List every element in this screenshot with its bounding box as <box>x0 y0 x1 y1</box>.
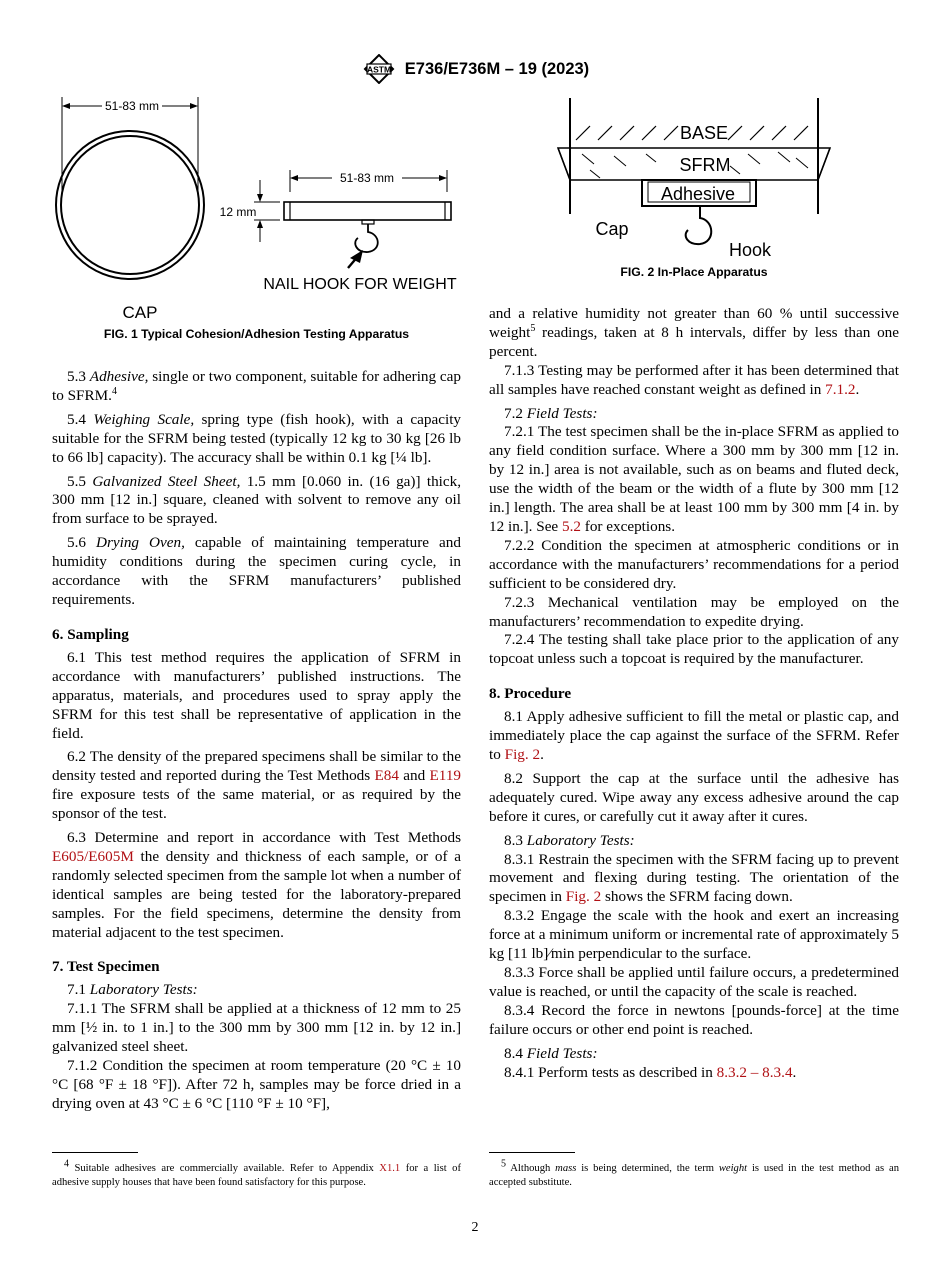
section-5-4: 5.4 Weighing Scale, spring type (fish hook), with a capacity suitable for the SFRM being tested (typically 12 kg to 30 kg [26 lb to 66 lb] capacity). The accuracy shall be within 0.1 kg [¼ lb]. <box>52 410 462 466</box>
ref-7-1-2[interactable]: 7.1.2 <box>825 380 856 398</box>
section-8-1: 8.1 Apply adhesive sufficient to fill the metal or plastic cap, and immediately place the cap against the surface of the SFRM. Refer to Fig. 2. <box>489 708 899 764</box>
section-7-1-3: 7.1.3 Testing may be performed after it has been determined that all samples have reached constant weight as defined in 7.1.2. <box>489 361 899 398</box>
figure-1 <box>50 92 470 332</box>
fig2-base-label: BASE <box>679 123 729 143</box>
astm-logo-icon <box>361 54 397 84</box>
section-5-3: 5.3 Adhesive, single or two component, suitable for adhering cap to SFRM.$^4$ <box>52 368 462 404</box>
section-8-3-2: 8.3.2 Engage the scale with the hook and exert an increasing force at a minimum uniform or incremental rate of approximately 5 kg [11 lb]⁄min perpendicular to the surface. <box>489 907 899 963</box>
section-7-2-3: 7.2.3 Mechanical ventilation may be employed on the manufacturers’ recommendation to expedite drying. <box>489 593 899 630</box>
section-6-2: 6.2 The density of the prepared specimens shall be similar to the density tested and reported during the Test Methods E84 and E119 fire exposure tests of the same material, or as required by the sponsor of the test. <box>52 748 462 823</box>
section-7-2: 7.2 Field Tests: <box>504 404 598 422</box>
fig1-drawing <box>50 92 470 332</box>
fig2-cap-label: Cap <box>595 219 629 239</box>
section-6-1: 6.1 This test method requires the application of SFRM in accordance with manufacturers’ published instructions. The apparatus, materials, and procedures used to spray apply the SFRM for this test shall be representative of application in the field. <box>52 648 461 742</box>
ref-8-3-2-8-3-4[interactable]: 8.3.2 – 8.3.4 <box>716 1063 793 1081</box>
left-column <box>52 368 461 1114</box>
fig2-caption: FIG. 2 In-Place Apparatus <box>620 265 768 279</box>
footnote-rule-left <box>52 1152 138 1153</box>
right-column <box>489 305 899 1082</box>
fig2-hook-label: Hook <box>728 240 772 260</box>
section-7-1-1: 7.1.1 The SFRM shall be applied at a thickness of 12 mm to 25 mm [½ in. to 1 in.] to the 300 mm by 300 mm [12 in. by 12 in.] galvanized steel sheet. <box>52 1000 461 1056</box>
section-6-3: 6.3 Determine and report in accordance with Test Methods E605/E605M the density and thickness of each sample, or of a randomly selected specimen from the sample lot when a number of identical samples are being tested for the laboratory-prepared samples. For the field specimens, determine the density from material adjacent to the test specimen. <box>52 829 461 941</box>
footnote-5: $^5$ Although mass is being determined, the term weight is used in the test method as an accepted substitute. <box>489 1158 900 1188</box>
ref-5-2[interactable]: 5.2 <box>561 517 581 535</box>
section-5-6: 5.6 Drying Oven, capable of maintaining temperature and humidity conditions during the specimen curing cycle, in accordance with the SFRM manufacturers’ published requirements. <box>52 534 461 608</box>
fig1-caption: FIG. 1 Typical Cohesion/Adhesion Testing Apparatus <box>103 327 410 341</box>
section-8-3-3: 8.3.3 Force shall be applied until failure occurs, a predetermined value is reached, or until the capacity of the scale is reached. <box>489 964 899 1000</box>
ref-e605[interactable]: E605/E605M <box>52 847 134 865</box>
section-7-2-1: 7.2.1 The test specimen shall be the in-place SFRM as applied to any field condition surface. Where a 300 mm by 300 mm [12 in. by 12 in.] area is not available, such as on beams and fluted deck, use the width of the beam or the width of a flute by 300 mm [12 in.] length. The area shall be at least 100 mm by 300 mm [4 in. by 12 in.]. See 5.2 for exceptions. <box>489 423 899 535</box>
fig1-dim-right: 51-83 mm <box>339 171 395 185</box>
page-header <box>0 54 950 84</box>
heading-8-procedure: 8. Procedure <box>489 685 572 703</box>
section-8-3-1: 8.3.1 Restrain the specimen with the SFRM facing up to prevent movement and flexing during testing. The orientation of the specimen in Fig. 2 shows the SFRM facing down. <box>489 850 899 906</box>
fig2-drawing <box>550 96 840 264</box>
section-8-4-1: 8.4.1 Perform tests as described in 8.3.2 – 8.3.4. <box>504 1063 797 1081</box>
ref-e84[interactable]: E84 <box>374 767 399 785</box>
fig1-cap-label: CAP <box>122 303 158 322</box>
logo-text: ASTM <box>366 64 391 75</box>
fig2-sfrm-label: SFRM <box>679 155 731 175</box>
ref-fig-2-b[interactable]: Fig. 2 <box>565 888 602 906</box>
ref-fig-2[interactable]: Fig. 2 <box>504 746 541 764</box>
section-7-2-4: 7.2.4 The testing shall take place prior to the application of any topcoat unless such a topcoat is required by the manufacturer. <box>489 631 899 668</box>
section-5-5: 5.5 Galvanized Steel Sheet, 1.5 mm [0.060 in. (16 ga)] thick, 300 mm [12 in.] square, cleaned with solvent to remove any oil from surface to be sprayed. <box>52 472 462 528</box>
section-8-4: 8.4 Field Tests: <box>504 1044 598 1062</box>
section-7-1-2: 7.1.2 Condition the specimen at room temperature (20 °C ± 10 °C [68 °F ± 18 °F]). After 72 h, samples may be force dried in a drying oven at 43 °C ± 6 °C [110 °F ± 10 °F], <box>52 1057 461 1112</box>
ref-x1-1[interactable]: X1.1 <box>379 1163 401 1174</box>
footnote-rule-right <box>489 1152 575 1153</box>
section-7-2-2: 7.2.2 Condition the specimen at atmospheric conditions or in accordance with the manufacturers’ recommendations for a period sufficient to be considered dry. <box>489 536 899 592</box>
heading-7-test-specimen: 7. Test Specimen <box>52 958 160 976</box>
footnote-4: $^4$ Suitable adhesives are commercially available. Refer to Appendix X1.1 for a list of adhesive supply houses that have been found satisfactory for this purpose. <box>52 1158 461 1188</box>
fig2-adhesive-label: Adhesive <box>660 184 736 204</box>
section-8-3: 8.3 Laboratory Tests: <box>504 831 635 849</box>
standard-designation: E736/E736M – 19 (2023) <box>404 59 590 78</box>
fig1-dim-top: 51-83 mm <box>104 99 160 113</box>
figure-2 <box>550 96 840 264</box>
ref-e119[interactable]: E119 <box>429 767 462 785</box>
section-8-3-4: 8.3.4 Record the force in newtons [pounds-force] at the time failure occurs or other end point is reached. <box>489 1001 899 1038</box>
heading-6-sampling: 6. Sampling <box>52 625 129 643</box>
fig1-dim-height: 12 mm <box>219 205 257 219</box>
page-number: 2 <box>471 1220 479 1235</box>
fig1-hook-label: NAIL HOOK FOR WEIGHT <box>263 276 457 293</box>
section-7-1-2-continued: and a relative humidity not greater than 60 % until successive weight$^5$ readings, taken at 8 h intervals, differ by less than one percent. <box>489 305 899 360</box>
section-7-1: 7.1 Laboratory Tests: <box>67 981 198 999</box>
section-8-2: 8.2 Support the cap at the surface until the adhesive has adequately cured. Wipe away any excess adhesive around the cap before it cures, or carefully cut it away after it cures. <box>489 769 899 825</box>
